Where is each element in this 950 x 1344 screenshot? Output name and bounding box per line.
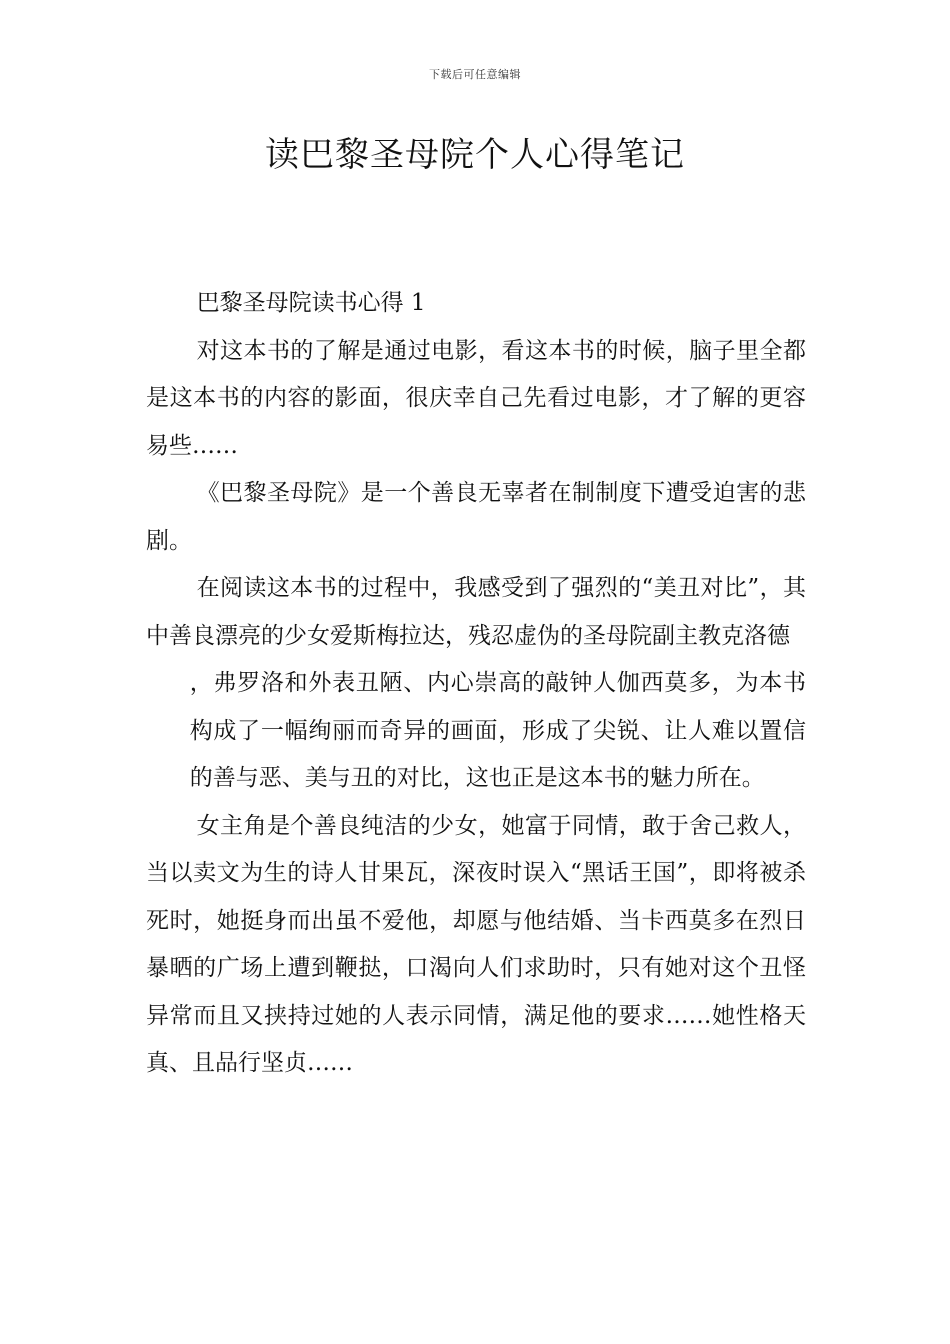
paragraph: 对这本书的了解是通过电影，看这本书的时候，脑子里全都是这本书的内容的影面，很庆幸自己先看过电影，才了解的更容易些……	[146, 337, 806, 459]
paragraph: ，弗罗洛和外表丑陋、内心崇高的敲钟人伽西莫多，为本书构成了一幅绚丽而奇异的画面，形成了尖锐、让人难以置信的善与恶、美与丑的对比，这也正是这本书的魅力所在。	[189, 670, 806, 791]
section-heading: 巴黎圣母院读书心得 1	[196, 290, 426, 316]
header-note: 下载后可任意编辑	[429, 68, 521, 81]
document-body	[146, 280, 806, 1088]
paragraph: 在阅读这本书的过程中，我感受到了强烈的“美丑对比”，其中善良漂亮的少女爱斯梅拉达，残忍虚伪的圣母院副主教克洛德	[146, 575, 806, 649]
paragraph: 《巴黎圣母院》是一个善良无辜者在制制度下遭受迫害的悲剧。	[146, 480, 806, 554]
page-title: 读巴黎圣母院个人心得笔记	[265, 135, 685, 175]
paragraph: 女主角是个善良纯洁的少女，她富于同情，敢于舍己救人，当以卖文为生的诗人甘果瓦，深夜时误入“黑话王国”，即将被杀死时，她挺身而出虽不爱他，却愿与他结婚、当卡西莫多在烈日暴晒的广场上遭到鞭挞，口渴向人们求助时，只有她对这个丑怪异常而且又挟持过她的人表示同情，满足他的要求……她性格天真、且品行坚贞……	[146, 812, 806, 1076]
